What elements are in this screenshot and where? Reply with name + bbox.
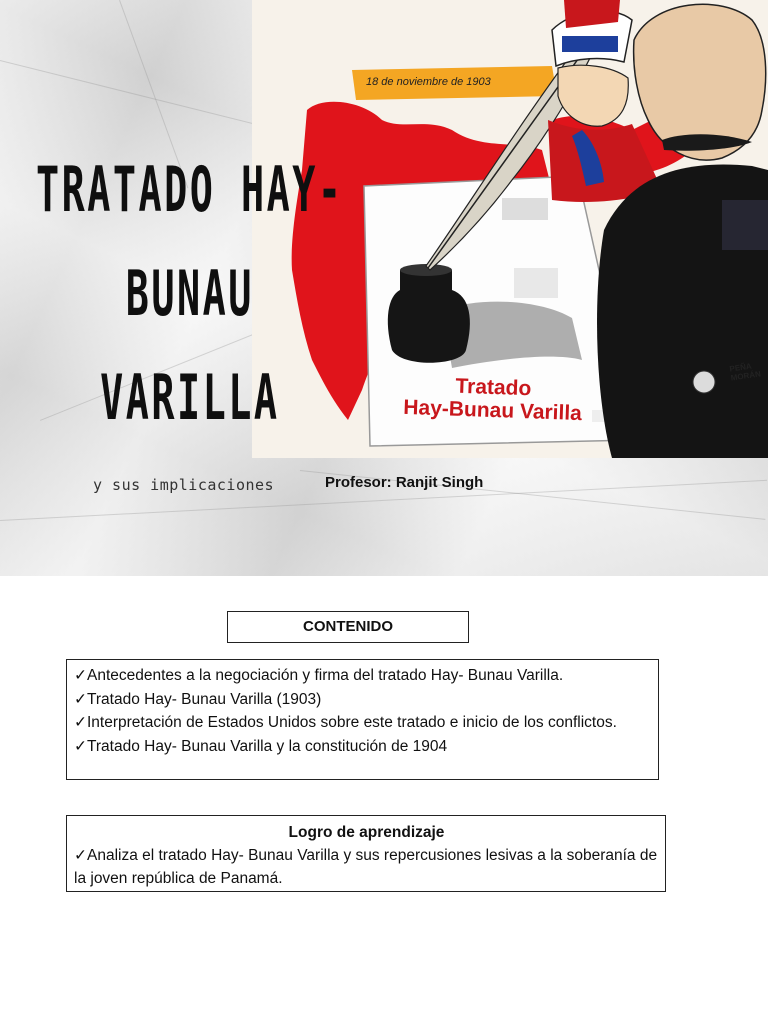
professor-name: Profesor: Ranjit Singh bbox=[325, 474, 484, 491]
list-item: ✓Antecedentes a la negociación y firma del tratado Hay- Bunau Varilla. bbox=[74, 667, 564, 684]
document-stamp bbox=[502, 198, 548, 220]
title-line-3: VARILLA bbox=[100, 361, 280, 434]
cartoonist-signature: PEÑA MORÁN bbox=[728, 361, 762, 383]
contenido-heading: CONTENIDO bbox=[227, 611, 469, 643]
logro-box bbox=[66, 815, 666, 892]
slide-title bbox=[10, 138, 344, 450]
list-item: ✓Tratado Hay- Bunau Varilla y la constitución de 1904 bbox=[74, 737, 448, 755]
logro-title: Logro de aprendizaje bbox=[288, 824, 445, 841]
portrait-medal bbox=[693, 371, 715, 393]
logro-text: ✓Analiza el tratado Hay- Bunau Varilla y sus repercusiones lesivas a la soberanía de la joven república de Panamá. bbox=[74, 847, 658, 887]
contenido-list bbox=[66, 659, 659, 780]
list-item: ✓Interpretación de Estados Unidos sobre este tratado e inicio de los conflictos. bbox=[74, 714, 617, 731]
portrait-document bbox=[722, 200, 768, 250]
slide-subtitle: y sus implicaciones bbox=[93, 476, 275, 494]
cartoon-caption bbox=[387, 372, 598, 425]
cartoon-date-label: 18 de noviembre de 1903 bbox=[366, 76, 491, 88]
list-item: ✓Tratado Hay- Bunau Varilla (1903) bbox=[74, 690, 322, 708]
caption-line-1: Tratado bbox=[455, 374, 532, 401]
document-text-block bbox=[514, 268, 558, 298]
title-line-2: BUNAU bbox=[125, 257, 254, 330]
hat-band bbox=[562, 36, 618, 52]
title-line-1: TRATADO HAY- bbox=[36, 153, 344, 226]
caption-line-2: Hay-Bunau Varilla bbox=[402, 395, 583, 426]
